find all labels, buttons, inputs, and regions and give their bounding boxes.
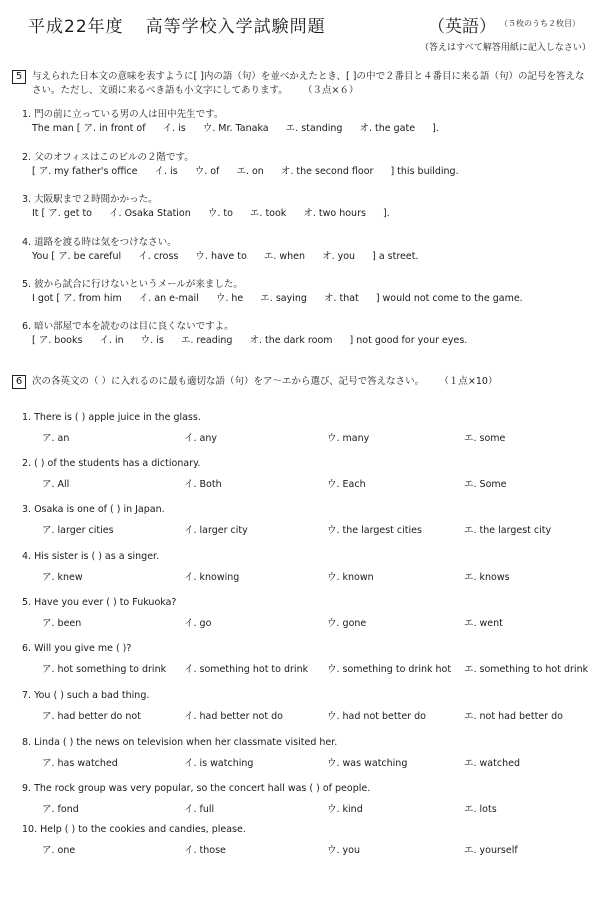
option: ウ. of <box>194 166 220 177</box>
answer-note: （答えはすべて解答用紙に記入しなさい） <box>420 43 591 53</box>
choice-u: ウ. kind <box>327 804 363 815</box>
option: イ. in <box>99 335 124 346</box>
option: エ. took <box>249 208 287 219</box>
question-japanese: 4. 道路を渡る時は気をつけなさい。 <box>22 237 177 248</box>
choice-e: エ. Some <box>464 479 507 490</box>
choice-e: エ. lots <box>464 804 497 815</box>
question-japanese: 6. 暗い部屋で本を読むのは目に良くないですよ。 <box>22 321 234 332</box>
instruction-text: 次の各英文の（ ）に入れるのに最も適切な語（句）をア～エから選び、記号で答えなさい。 <box>32 376 425 387</box>
option: ウ. have to <box>195 251 247 262</box>
suffix: ]. <box>432 123 439 134</box>
question-english <box>22 122 439 136</box>
choice-u: ウ. Each <box>327 479 366 490</box>
choice-a: ア. larger cities <box>42 525 114 536</box>
question-stem: 2. ( ) of the students has a dictionary. <box>22 458 201 469</box>
section-instruction <box>32 70 587 98</box>
question-japanese: 5. 彼から試合に行けないというメールが来ました。 <box>22 279 243 290</box>
choice-a: ア. knew <box>42 572 83 583</box>
page-count: （５枚のうち２枚目） <box>500 19 580 28</box>
suffix: ]. <box>382 208 390 219</box>
choices <box>22 522 552 538</box>
option: オ. two hours <box>303 208 366 219</box>
prefix: The man [ <box>32 123 81 134</box>
choice-a: ア. fond <box>42 804 79 815</box>
option: オ. you <box>322 251 356 262</box>
choice-e: エ. went <box>464 618 503 629</box>
choice-question <box>22 504 552 538</box>
choice-question <box>22 458 507 492</box>
prefix: [ <box>32 166 36 177</box>
option: ア. get to <box>48 208 92 219</box>
page-header <box>28 10 590 60</box>
exam-subject: （英語） <box>428 17 496 37</box>
choice-i: イ. knowing <box>184 572 240 583</box>
choices <box>22 430 506 446</box>
option: オ. that <box>323 293 359 304</box>
prefix: It [ <box>32 208 46 219</box>
choice-i: イ. go <box>184 618 212 629</box>
section-instruction <box>32 375 587 389</box>
option: ウ. he <box>215 293 244 304</box>
choice-u: ウ. was watching <box>327 758 408 769</box>
option: エ. reading <box>180 335 233 346</box>
option: ア. in front of <box>83 123 146 134</box>
option: ウ. is <box>140 335 164 346</box>
option: ア. be careful <box>58 251 122 262</box>
choice-e: エ. not had better do <box>464 711 563 722</box>
section-number-box: 5 <box>12 70 26 84</box>
choices <box>22 801 497 817</box>
suffix: ] this building. <box>390 166 459 177</box>
option: イ. an e-mail <box>138 293 199 304</box>
choices <box>22 476 507 492</box>
choice-i: イ. any <box>184 433 218 444</box>
prefix: You [ <box>32 251 56 262</box>
choice-u: ウ. gone <box>327 618 367 629</box>
choice-i: イ. those <box>184 845 226 856</box>
option: ア. my father's office <box>38 166 138 177</box>
option: ウ. Mr. Tanaka <box>202 123 269 134</box>
question-stem: 10. Help ( ) to the cookies and candies, please. <box>22 824 246 835</box>
exam-name: 高等学校入学試験問題 <box>145 17 326 37</box>
prefix: [ <box>32 335 36 346</box>
choice-u: ウ. had not better do <box>327 711 426 722</box>
question-japanese: 1. 門の前に立っている男の人は田中先生です。 <box>22 109 224 120</box>
question-stem: 7. You ( ) such a bad thing. <box>22 690 150 701</box>
choice-i: イ. is watching <box>184 758 254 769</box>
reorder-question <box>22 193 390 221</box>
option: ア. from him <box>63 293 122 304</box>
choice-question <box>22 824 518 858</box>
option: オ. the second floor <box>280 166 374 177</box>
instruction-text: 与えられた日本文の意味を表すように[ ]内の語（句）を並べかえたとき、[ ]の中で２番目と４番目に来る語（句）の記号を答えなさい。ただし、文頭に来るべき語も小文字にしてあります。 <box>32 71 585 96</box>
question-stem: 9. The rock group was very popular, so the concert hall was ( ) of people. <box>22 783 371 794</box>
choice-question <box>22 737 520 771</box>
choice-u: ウ. something to drink hot <box>327 664 452 675</box>
choices <box>22 842 518 858</box>
choice-a: ア. one <box>42 845 76 856</box>
question-english <box>22 165 459 179</box>
points: （３点×６） <box>307 85 359 96</box>
choice-i: イ. had better not do <box>184 711 283 722</box>
option: エ. saying <box>260 293 307 304</box>
choice-a: ア. an <box>42 433 70 444</box>
choices <box>22 569 510 585</box>
choice-question <box>22 597 503 631</box>
choice-a: ア. had better do not <box>42 711 141 722</box>
choice-e: エ. some <box>464 433 506 444</box>
choices <box>22 615 503 631</box>
choice-e: エ. something to hot drink <box>464 664 589 675</box>
choice-e: エ. the largest city <box>464 525 552 536</box>
suffix: ] would not come to the game. <box>375 293 523 304</box>
question-stem: 1. There is ( ) apple juice in the glass. <box>22 412 201 423</box>
question-stem: 3. Osaka is one of ( ) in Japan. <box>22 504 165 515</box>
choice-i: イ. something hot to drink <box>184 664 309 675</box>
choice-a: ア. hot something to drink <box>42 664 167 675</box>
section-number-box: 6 <box>12 375 26 389</box>
question-stem: 4. His sister is ( ) as a singer. <box>22 551 160 562</box>
points: （１点×10） <box>444 376 498 387</box>
choice-question <box>22 690 563 724</box>
question-english <box>22 250 418 264</box>
choice-a: ア. All <box>42 479 70 490</box>
suffix: ] a street. <box>372 251 419 262</box>
reorder-question <box>22 108 439 136</box>
option: エ. on <box>236 166 264 177</box>
question-stem: 5. Have you ever ( ) to Fukuoka? <box>22 597 177 608</box>
reorder-question <box>22 278 523 306</box>
choice-question <box>22 412 506 446</box>
section-6-header <box>12 375 587 389</box>
choice-u: ウ. you <box>327 845 360 856</box>
section-5-header <box>12 70 587 98</box>
choice-u: ウ. known <box>327 572 374 583</box>
reorder-question <box>22 236 418 264</box>
question-english <box>22 334 467 348</box>
question-japanese: 3. 大阪駅まで２時間かかった。 <box>22 194 158 205</box>
question-japanese: 2. 父のオフィスはこのビルの２階です。 <box>22 152 194 163</box>
choice-i: イ. larger city <box>184 525 248 536</box>
choice-i: イ. full <box>184 804 215 815</box>
choice-u: ウ. many <box>327 433 370 444</box>
option: エ. standing <box>285 123 343 134</box>
choice-question <box>22 643 589 677</box>
choice-u: ウ. the largest cities <box>327 525 422 536</box>
choice-i: イ. Both <box>184 479 222 490</box>
option: ウ. to <box>207 208 233 219</box>
question-english <box>22 292 523 306</box>
choice-e: エ. knows <box>464 572 510 583</box>
suffix: ] not good for your eyes. <box>349 335 468 346</box>
choice-question <box>22 551 510 585</box>
reorder-question <box>22 151 459 179</box>
choice-a: ア. has watched <box>42 758 118 769</box>
option: オ. the gate <box>359 123 416 134</box>
option: イ. is <box>154 166 178 177</box>
exam-year: 平成22年度 <box>28 17 124 37</box>
option: エ. when <box>263 251 306 262</box>
question-stem: 6. Will you give me ( )? <box>22 643 132 654</box>
choice-e: エ. watched <box>464 758 520 769</box>
choices <box>22 755 520 771</box>
choice-e: エ. yourself <box>464 845 518 856</box>
choices <box>22 708 563 724</box>
reorder-question <box>22 320 467 348</box>
option: オ. the dark room <box>249 335 333 346</box>
prefix: I got [ <box>32 293 61 304</box>
question-stem: 8. Linda ( ) the news on television when her classmate visited her. <box>22 737 338 748</box>
option: イ. Osaka Station <box>109 208 191 219</box>
option: イ. cross <box>138 251 179 262</box>
choice-a: ア. been <box>42 618 82 629</box>
choices <box>22 661 589 677</box>
question-english <box>22 207 390 221</box>
option: イ. is <box>162 123 186 134</box>
choice-question <box>22 783 497 817</box>
option: ア. books <box>38 335 83 346</box>
exam-title <box>28 12 348 37</box>
